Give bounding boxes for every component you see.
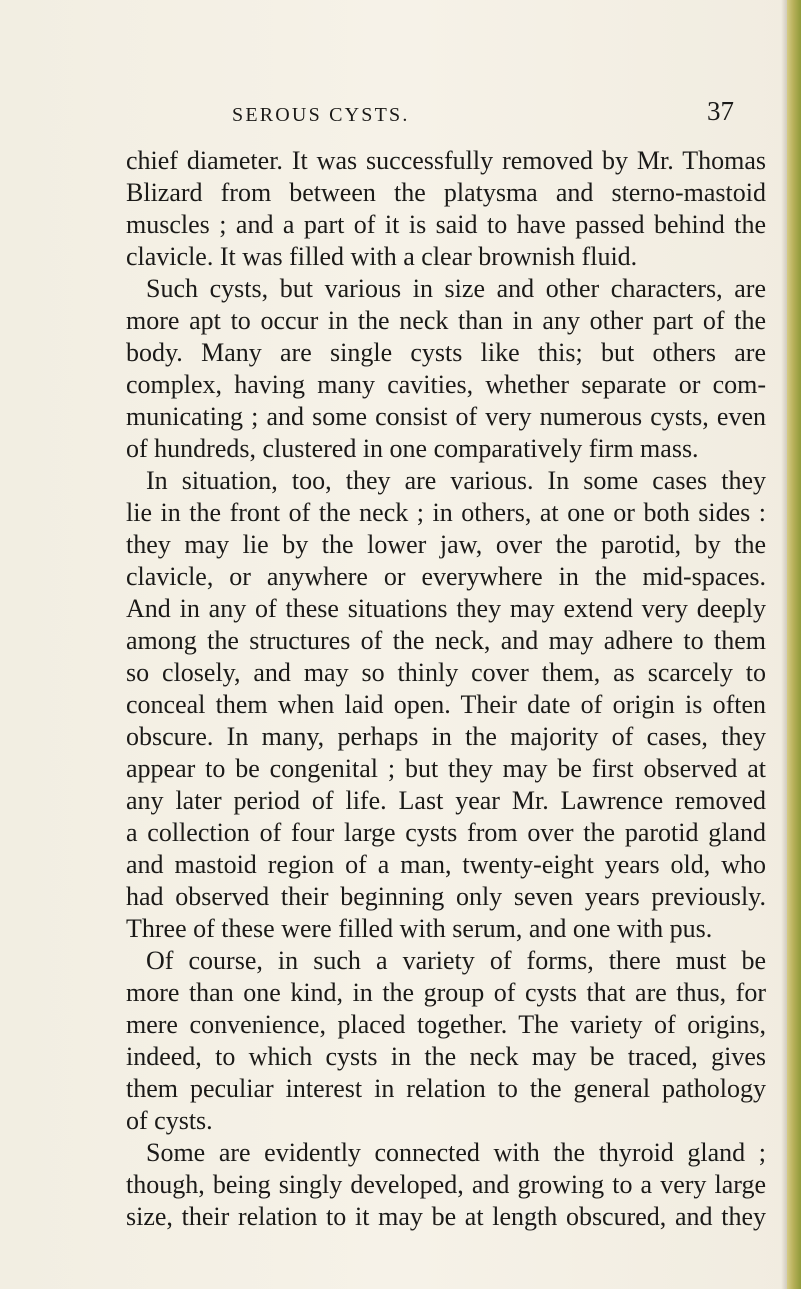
- page-edge-strip: [787, 0, 801, 1289]
- text-line: had observed their beginning only seven years previously.: [126, 882, 766, 911]
- text-line: clavicle. It was filled with a clear brownish fluid.: [126, 242, 638, 271]
- text-line: In situation, too, they are various. In some cases they: [146, 466, 766, 495]
- text-line: a collection of four large cysts from over the parotid gland: [126, 818, 766, 847]
- text-line: so closely, and may so thinly cover them, as scarcely to: [126, 658, 766, 687]
- text-line: and mastoid region of a man, twenty-eight years old, who: [126, 850, 766, 879]
- text-line: any later period of life. Last year Mr. Lawrence removed: [126, 786, 766, 815]
- text-line: more than one kind, in the group of cysts that are thus, for: [126, 978, 766, 1007]
- text-line: complex, having many cavities, whether separate or com-: [126, 370, 766, 399]
- text-line: Three of these were filled with serum, and one with pus.: [126, 914, 713, 943]
- text-line: clavicle, or anywhere or everywhere in the mid-spaces.: [126, 562, 766, 591]
- text-line: them peculiar interest in relation to the general pathology: [126, 1074, 766, 1103]
- text-line: size, their relation to it may be at length obscured, and they: [126, 1202, 766, 1231]
- text-line: mere convenience, placed together. The variety of origins,: [126, 1010, 766, 1039]
- text-line: of cysts.: [126, 1106, 213, 1135]
- text-line: indeed, to which cysts in the neck may be traced, gives: [126, 1042, 766, 1071]
- text-line: conceal them when laid open. Their date of origin is often: [126, 690, 766, 719]
- text-line: though, being singly developed, and growing to a very large: [126, 1170, 766, 1199]
- page-header: [0, 96, 801, 136]
- text-line: Such cysts, but various in size and other characters, are: [146, 274, 766, 303]
- text-line: Of course, in such a variety of forms, there must be: [146, 946, 766, 975]
- page-number: 37: [707, 96, 734, 126]
- running-head: SEROUS CYSTS.: [232, 104, 410, 126]
- text-line: And in any of these situations they may extend very deeply: [126, 594, 766, 623]
- text-line: muscles ; and a part of it is said to have passed behind the: [126, 210, 766, 239]
- text-line: Blizard from between the platysma and sterno-mastoid: [126, 178, 766, 207]
- text-line: obscure. In many, perhaps in the majority of cases, they: [126, 722, 766, 751]
- text-line: chief diameter. It was successfully removed by Mr. Thomas: [126, 146, 766, 175]
- text-line: body. Many are single cysts like this; but others are: [126, 338, 766, 367]
- text-line: appear to be congenital ; but they may be first observed at: [126, 754, 766, 783]
- text-line: they may lie by the lower jaw, over the parotid, by the: [126, 530, 766, 559]
- text-line: among the structures of the neck, and may adhere to them: [126, 626, 766, 655]
- text-line: municating ; and some consist of very numerous cysts, even: [126, 402, 766, 431]
- text-line: lie in the front of the neck ; in others, at one or both sides :: [126, 498, 766, 527]
- text-line: more apt to occur in the neck than in any other part of the: [126, 306, 766, 335]
- text-line: of hundreds, clustered in one comparatively firm mass.: [126, 434, 699, 463]
- body-text: [126, 145, 766, 1233]
- text-line: Some are evidently connected with the thyroid gland ;: [146, 1138, 766, 1167]
